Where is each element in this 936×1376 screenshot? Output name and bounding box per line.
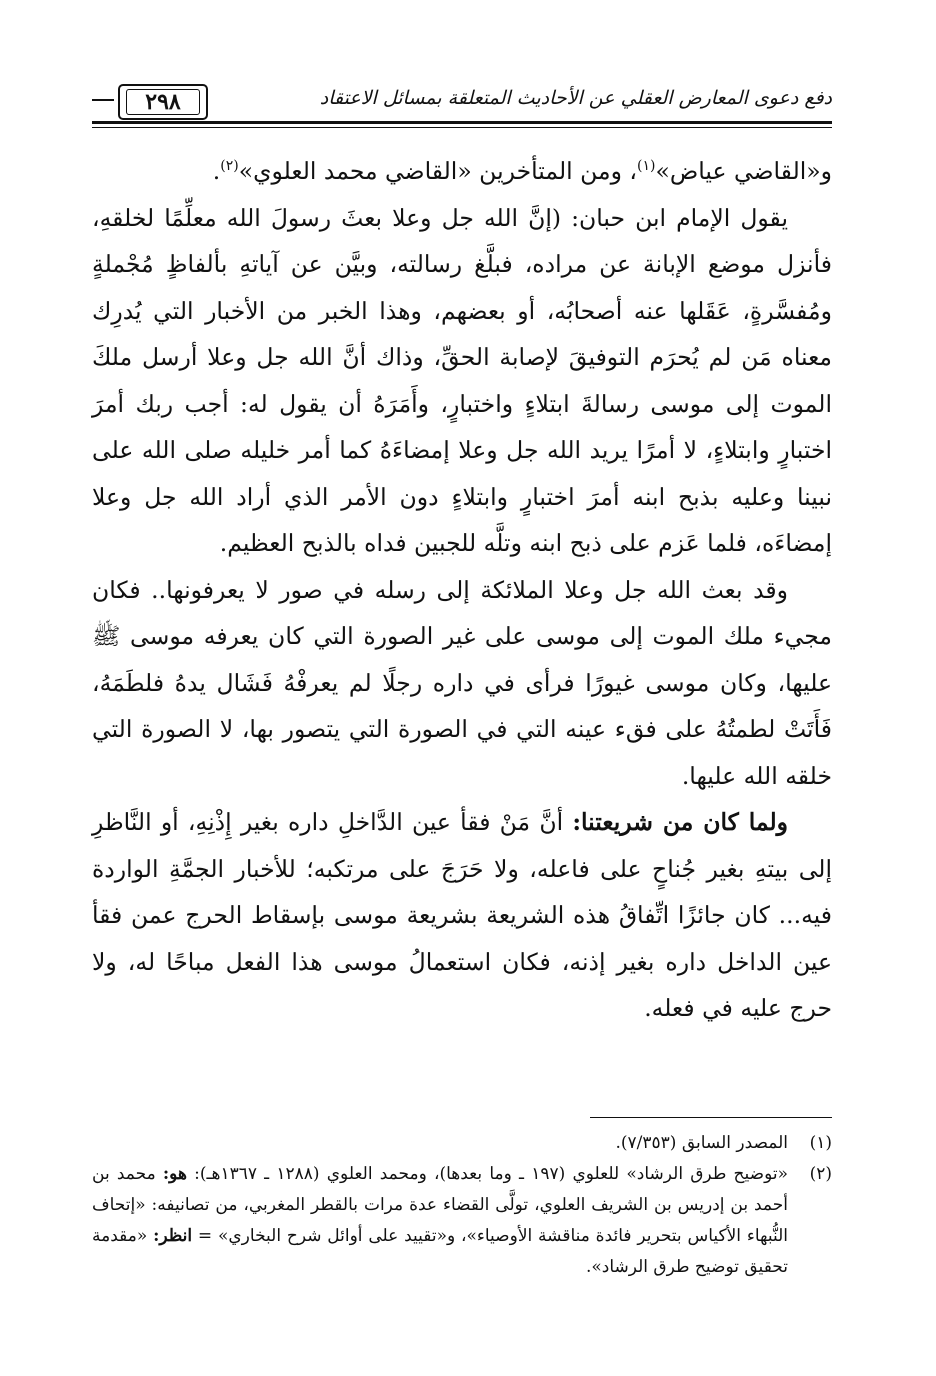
footnotes — [92, 1128, 832, 1283]
footnote-1 — [92, 1128, 832, 1159]
header-rule-thick — [92, 121, 832, 124]
header-rule-thin — [92, 127, 832, 128]
footnote-2-bold-b: انظر: — [153, 1226, 193, 1246]
paragraph-1 — [92, 148, 832, 195]
footnote-2-number: (٢) — [809, 1164, 832, 1184]
footnote-2-bold-a: هو: — [162, 1164, 187, 1184]
p4-lead-bold: ولما كان من شريعتنا: — [572, 808, 789, 836]
footnote-ref-1: (١) — [636, 158, 656, 175]
footnote-2-text-b: محمد بن أحمد بن إدريس بن الشريف العلوي، تولَّى القضاء عدة مرات بالقطر المغربي، من تصانيفه: «إتحاف النُّبهاء الأكياس بتحرير فائدة مناقشة الأوصياء»، و«تقييد على أوائل شرح البخاري» = — [92, 1164, 789, 1246]
footnote-2-text-c: «مقدمة تحقيق توضيح طرق الرشاد». — [92, 1226, 788, 1277]
page-header — [92, 78, 832, 130]
p4-text: أنَّ مَنْ فقأ عين الدَّاخلِ داره بغير إِذْنِهِ، أو النَّاظرِ إلى بيتهِ بغير جُناحٍ على فاعله، ولا حَرَجَ على مرتكبه؛ للأخبار الجمَّةِ الواردة فيه... كان جائزًا اتِّفاقُ هذه الشريعة بشريعة موسى بإسقاط الحرج عمن فقأ عين الداخل داره بغير إذنه، فكان استعمالُ موسى هذا الفعل مباحًا له، ولا حرج عليه في فعله. — [92, 808, 832, 1022]
paragraph-2: يقول الإمام ابن حبان: (إنَّ الله جل وعلا بعثَ رسولَ الله معلِّمًا لخلقهِ، فأنزل موضع الإبانة عن مراده، فبلَّغ رسالته، وبيَّن عن آياتهِ بألفاظٍ مُجْملةٍ ومُفسَّرةٍ، عَقَلها عنه أصحابُه، أو بعضهم، وهذا الخبر من الأخبار التي يُدرِك معناه مَن لم يُحرَم التوفيقَ لإصابة الحقِّ، وذاك أنَّ الله جل وعلا أرسل ملكَ الموت إلى موسى رسالةَ ابتلاءٍ واختبارٍ، وأَمَرَهُ أن يقول له: أجب ربك أمرَ اختبارٍ وابتلاءٍ، لا أمرًا يريد الله جل وعلا إمضاءَهُ كما أمر خليله صلى الله على نبينا وعليه بذبح ابنه أمرَ اختبارٍ وابتلاءٍ دون الأمر الذي أراد الله جل وعلا إمضاءَه، فلما عَزم على ذبح ابنه وتلَّه للجبين فداه بالذبح العظيم. — [92, 203, 832, 557]
page-number: ٢٩٨ — [126, 89, 200, 115]
paragraph-3: وقد بعث الله جل وعلا الملائكة إلى رسله في صور لا يعرفونها.. فكان مجيء ملك الموت إلى موسى على غير الصورة التي كان يعرفه موسى ﷺ عليها، وكان موسى غيورًا فرأى في داره رجلًا لم يعرفْهُ فَشَال يدهُ فلطَمَهُ، فَأَتَتْ لطمتُهُ على فقء عينه التي في الصورة التي يتصور بها، لا الصورة التي خلقه الله عليها. — [92, 575, 832, 790]
footnote-2 — [92, 1159, 832, 1283]
footnote-ref-2: (٢) — [220, 158, 239, 175]
paragraph-4 — [92, 799, 832, 1032]
page-number-box — [118, 84, 208, 120]
p1-text-a: و«القاضي عياض» — [655, 157, 832, 185]
header-dash — [92, 99, 114, 101]
footnote-separator — [590, 1117, 832, 1118]
footnote-2-text-a: «توضيح طرق الرشاد» للعلوي (١٩٧ ـ وما بعدها)، ومحمد العلوي (١٢٨٨ ـ ١٣٦٧هـ): — [186, 1164, 788, 1184]
footnote-1-number: (١) — [809, 1133, 832, 1153]
main-text — [92, 148, 832, 1032]
p1-text-b: ، ومن المتأخرين «القاضي محمد العلوي» — [238, 157, 637, 185]
p1-text-c: . — [212, 157, 221, 185]
footnote-1-text: المصدر السابق (٧/٣٥٣). — [615, 1133, 788, 1153]
running-title: دفع دعوى المعارض العقلي عن الأحاديث المتعلقة بمسائل الاعتقاد — [319, 87, 832, 109]
